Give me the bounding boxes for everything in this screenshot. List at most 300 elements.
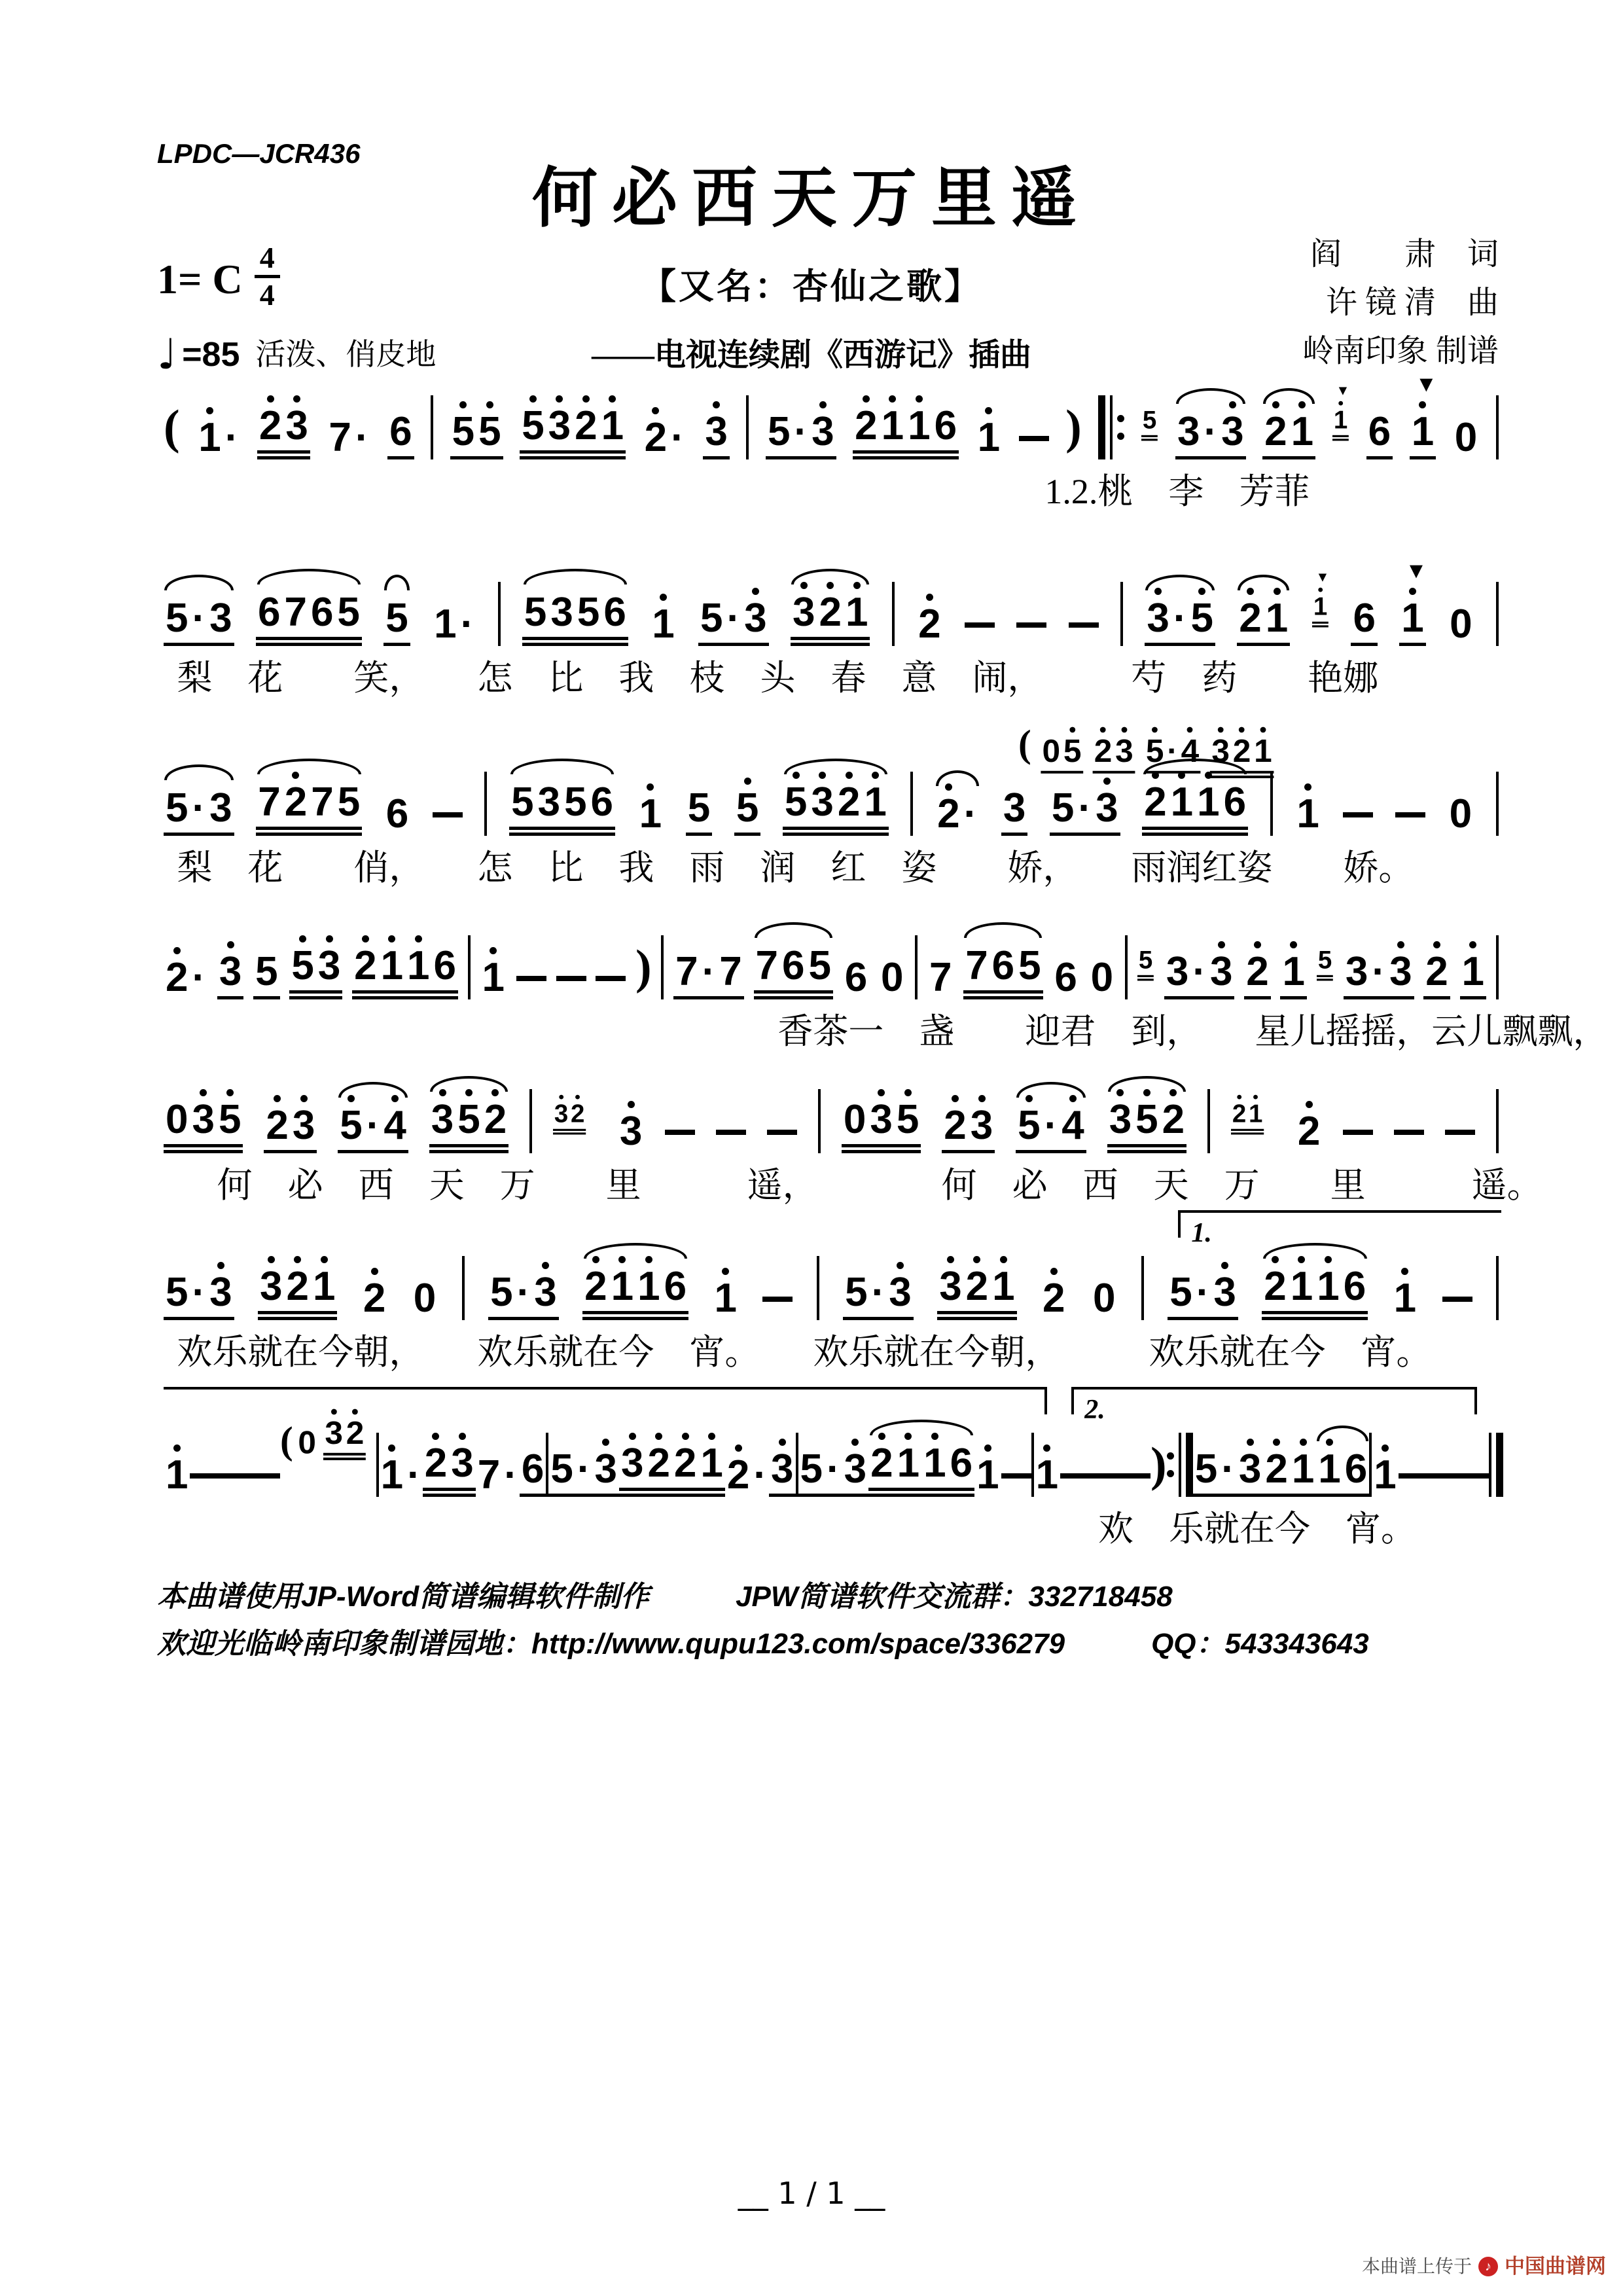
beam-underline [963,990,1043,994]
note-digit: 2 [1297,1109,1321,1154]
note-digit: 1 [1461,949,1485,994]
barline [529,1089,532,1153]
note-cluster [1034,1442,1060,1497]
note-digit: 5 [1145,733,1164,770]
beam-underline [1107,1150,1186,1153]
note-digit: 5 [1063,733,1082,770]
note-cluster [1351,585,1377,646]
beam-underline [1016,1150,1086,1153]
dash-note [1429,1473,1459,1497]
note-digit: 1 [1401,596,1424,641]
note-digit: 5 [1317,946,1332,974]
note-cluster [698,585,769,646]
beam-underline [1144,771,1200,774]
note-digit: 3 [771,1446,794,1492]
beam-underline [164,643,234,646]
beam-underline [1041,771,1083,774]
note-cluster [1231,1093,1264,1134]
note-digit: 1 [992,1264,1015,1309]
note-cluster [361,1265,387,1320]
beam-underline [798,1494,869,1497]
note-digit: 3 [889,1270,912,1315]
note-cluster [432,591,476,646]
note-digit: 2 [918,601,941,647]
note-digit: 5 [550,1446,573,1492]
note-digit: 4 [1061,1103,1084,1148]
note-digit: 2 [1144,780,1167,825]
beam-underline [1168,1317,1238,1320]
note-cluster [916,591,942,646]
beam-underline [1410,456,1436,459]
barline [661,935,664,999]
note-cluster [1453,404,1479,459]
note-digit: · [963,791,978,836]
beam-underline [352,996,458,999]
accent-wedge-icon: ▼ [1315,569,1329,585]
note-cluster [643,404,687,459]
note-cluster [1168,1259,1238,1320]
note-digit: 2 [819,590,842,635]
note-cluster [1016,1092,1086,1153]
note-cluster [637,781,664,836]
barline [915,935,918,999]
note-cluster [703,399,729,459]
music-system-2 [164,559,1499,700]
note-digit: 2 [570,1100,585,1128]
dash-note [596,976,626,999]
barline [1120,582,1123,646]
beam-underline [256,833,362,836]
note-digit: · [192,785,206,831]
note-digit: 7 [284,590,307,635]
note-cluster [257,393,310,459]
slur-arc-icon [784,759,888,774]
note-cluster [196,404,240,459]
note-digit: · [516,1270,531,1315]
dash-note [665,1130,695,1153]
note-digit: 3 [1211,733,1230,770]
beam-underline [1399,643,1425,646]
beam-underline [553,1129,586,1131]
note-digit: 0 [880,955,904,1000]
note-digit: 3 [1238,1446,1262,1492]
note-digit: · [1044,1103,1058,1148]
note-digit: 5 [457,1097,480,1142]
note-digit: 7 [719,949,742,994]
note-digit: 5 [166,596,188,641]
note-digit: 4 [1181,733,1199,770]
note-digit: 3 [550,590,573,635]
page-title: 何必西天万里遥 [532,162,1091,235]
slur-arc-icon [964,922,1042,938]
note-digit: · [192,955,206,1000]
beam-underline [686,833,712,836]
note-digit: 2 [1094,733,1112,770]
note-cluster [879,944,905,999]
note-digit: 1 [1282,949,1305,994]
note-digit: 1 [407,943,430,988]
note-cluster [1460,939,1486,999]
note-digit: 3 [292,1103,315,1148]
note-digit: 2 [166,955,188,1000]
note-digit: 2 [584,1264,607,1309]
note-digit: 3 [219,949,242,994]
note-digit: 1 [1411,409,1435,454]
beam-underline [1193,1494,1264,1497]
note-cluster [327,404,370,459]
note-cluster [164,775,234,836]
music-system-4 [164,933,1609,1053]
note-digit: 0 [1454,415,1478,460]
note-digit: 1 [166,1452,188,1498]
note-cluster [1089,944,1115,999]
alternate-title: 【又名：杏仙之歌】 [641,267,982,306]
note-digit: 1 [1035,1452,1059,1498]
note-cluster [1144,725,1200,778]
music-row [164,1253,1499,1320]
beam-underline [1344,996,1414,999]
beam-underline [289,990,342,994]
slur-arc-icon [755,922,832,938]
note-digit: 1 [908,403,931,448]
note-digit: 6 [433,943,457,988]
beam-underline [1141,439,1158,440]
lyrics-line-4: 香茶一 盏 迎君 到， 星儿摇摇，云儿飘飘， [777,1012,1609,1051]
note-cluster [256,769,362,836]
note-digit: 1 [1333,406,1347,434]
music-row [164,1086,1499,1153]
note-cluster [480,944,507,999]
dash-note [762,1297,793,1320]
beam-underline [164,1317,234,1320]
music-system-7 [164,1395,1499,1551]
beam-underline [754,996,833,999]
beam-underline [383,643,410,646]
note-digit: 5 [845,1270,868,1315]
note-digit: 7 [929,955,952,1000]
note-digit: 5 [1190,596,1213,641]
slur-arc-icon [1263,388,1315,404]
beam-underline [1312,622,1329,624]
footer-site-link[interactable]: 欢迎光临岭南印象制谱园地：http://www.qupu123.com/space/336279 QQ：543343643 [157,1628,1369,1660]
note-cluster [164,1442,190,1497]
note-digit: · [1221,1446,1235,1492]
note-cluster [1041,1265,1067,1320]
beam-underline [509,827,615,830]
note-digit: 2 [575,403,597,448]
beam-underline [338,1150,408,1153]
note-cluster [1107,1086,1186,1153]
dash-note [1001,1473,1031,1497]
note-digit: 5 [452,409,475,454]
note-digit: 2 [266,1103,289,1148]
note-digit: 5 [1138,946,1152,974]
note-cluster [1392,1265,1418,1320]
beam-underline [754,990,833,994]
note-cluster [1237,585,1290,646]
barline [468,935,471,999]
beam-underline [698,643,769,646]
note-digit: 6 [257,590,281,635]
slur-arc-icon [510,759,615,774]
beam-underline [520,1494,546,1497]
note-digit: 6 [603,590,626,635]
beam-underline [1237,643,1290,646]
note-digit: 1 [1290,1264,1313,1309]
beam-underline [1001,833,1027,836]
note-cluster [1210,725,1274,778]
dash-note [1120,1473,1150,1497]
note-digit: 3 [451,1441,474,1486]
note-cluster [476,1442,520,1497]
note-digit: 7 [675,949,698,994]
beam-underline [1141,435,1158,437]
note-cluster [1399,559,1427,646]
note-digit: 0 [1042,733,1060,770]
beam-underline [853,450,959,454]
note-cluster [256,579,362,646]
note-digit: 3 [870,1097,893,1142]
note-digit: 5 [577,590,600,635]
note-cluster [217,939,243,999]
beam-underline [843,1317,914,1320]
note-digit: · [871,1270,885,1315]
dash-note [965,622,995,646]
note-digit: 2 [644,415,668,460]
barline [1496,772,1499,836]
dash-note [1019,436,1049,459]
note-digit: 1 [1265,596,1289,641]
beam-underline [619,1494,725,1497]
note-cluster [1448,591,1474,646]
note-digit: 3 [1096,785,1118,831]
tempo-bpm: =85 [182,336,240,374]
beam-underline [1290,1494,1316,1497]
note-digit: 6 [1054,955,1077,1000]
beam-underline [1263,1494,1289,1497]
note-digit: 1 [923,1441,946,1486]
note-cluster [798,1436,869,1497]
note-digit: 1 [700,1441,723,1486]
dash-note [1069,622,1099,646]
note-cluster [412,1265,438,1320]
note-digit: 0 [166,1097,188,1142]
lyricist-credit: 阎 肃 词 [1310,237,1499,272]
barline [817,1256,819,1320]
beam-underline [258,1311,337,1314]
note-cluster [791,579,870,646]
note-cluster [1052,944,1079,999]
beam-underline [423,1488,476,1491]
slur-arc-icon [384,575,410,590]
note-digit: 7 [311,780,334,825]
note-digit: 4 [383,1103,406,1148]
note-digit: 2 [354,943,377,988]
phrase-paren: ( [1018,723,1031,766]
tempo-marking [157,331,437,379]
note-digit: · [224,415,239,460]
note-digit: 7 [755,943,779,988]
note-digit: 0 [298,1424,317,1461]
accent-wedge-icon: ▼ [1405,559,1427,583]
note-digit: 5 [800,1446,823,1492]
note-digit: 2 [1246,949,1269,994]
beam-underline [256,827,362,830]
beam-underline [766,456,836,459]
beam-underline [257,456,310,459]
composer-credit: 许 镜 清 曲 [1325,285,1499,320]
note-cluster [352,933,458,999]
note-cluster [1448,781,1474,836]
note-digit: 6 [1343,1264,1366,1309]
note-cluster [1262,1253,1368,1320]
note-cluster [686,775,712,836]
beam-underline [257,450,310,454]
note-digit: 2 [1425,949,1448,994]
note-digit: 3 [970,1103,993,1148]
footer-notes [157,1573,1369,1668]
beam-underline [164,1150,243,1153]
beam-underline [734,833,760,836]
volta-bracket [164,1387,1047,1414]
note-digit: 6 [389,409,412,454]
note-cluster [1041,725,1083,778]
note-digit: 6 [1344,1446,1368,1492]
beam-underline [164,833,234,836]
barline [1496,395,1499,459]
slur-arc-icon [791,569,869,584]
note-digit: 3 [1166,949,1189,994]
note-digit: · [702,949,716,994]
note-digit: 3 [548,403,571,448]
dash-note [1459,1473,1489,1497]
accent-wedge-icon: ▼ [1415,372,1438,397]
note-cluster [1262,399,1315,459]
note-digit: 2 [1265,1446,1288,1492]
note-digit: 2 [1162,1097,1185,1142]
note-digit: 1 [1291,1446,1315,1492]
note-digit: 3 [192,1097,215,1142]
beam-underline [1107,1144,1186,1147]
barline [1496,1256,1499,1320]
note-cluster [937,1253,1016,1320]
note-digit: 5 [736,785,759,831]
note-digit: 3 [209,1270,232,1315]
beam-underline [673,996,744,999]
note-digit: 0 [1090,955,1114,1000]
lyrics-line-3: 梨 花 俏， 怎 比 我 雨 润 红 姿 娇， 雨润红姿 娇。 [177,848,1414,888]
note-digit: 3 [431,1097,454,1142]
volta-bracket [1178,1210,1501,1248]
beam-underline [1317,978,1333,980]
note-digit: 3 [1213,1270,1236,1315]
beam-underline [1423,996,1450,999]
note-digit: · [1166,733,1178,770]
dash-note [1445,1130,1475,1153]
note-digit: 1 [380,1452,404,1498]
note-digit: 5 [478,409,501,454]
note-digit: 2 [1239,596,1262,641]
note-cluster [1366,399,1393,459]
slur-arc-icon [257,759,361,774]
barline [910,772,913,836]
volta-label: 2. [1084,1395,1105,1425]
beam-underline [1312,625,1329,627]
note-cluster [712,1265,738,1320]
dash-note [767,1130,797,1153]
page-number: __ 1 / 1 __ [738,2176,885,2211]
note-cluster [942,1092,995,1153]
beam-underline [1175,456,1246,459]
note-cluster [509,769,615,836]
note-digit: 7 [965,943,988,988]
beam-underline [253,996,279,999]
note-digit: 6 [991,943,1015,988]
phrase-paren: ) [635,941,652,994]
beam-underline [619,1488,725,1491]
note-digit: 2 [346,1415,364,1452]
slur-arc-icon [584,1243,688,1259]
note-cluster [766,399,836,459]
note-digit: 1 [1170,780,1194,825]
note-digit: · [1204,409,1218,454]
note-digit: 5 [166,785,188,831]
beam-underline [791,637,870,640]
slur-arc-icon [1238,575,1289,590]
note-cluster [783,769,889,836]
beam-underline [937,1317,1016,1320]
beam-underline [769,1494,795,1497]
beam-underline [703,456,729,459]
music-row [164,559,1499,647]
note-cluster [522,579,628,646]
note-digit: 3 [844,1446,867,1492]
music-row [164,372,1499,460]
note-digit: · [407,1452,421,1498]
beam-underline [1231,1132,1264,1134]
note-cluster [1296,1098,1322,1153]
note-cluster [1244,939,1270,999]
beam-underline [289,996,342,999]
note-cluster [673,939,744,999]
note-cluster [1317,939,1333,980]
barline [892,582,895,646]
note-digit: 1 [637,1264,660,1309]
note-digit: 2 [944,1103,967,1148]
note-cluster [548,1436,619,1497]
beam-underline [582,1311,688,1314]
note-cluster [164,1259,234,1320]
slur-arc-icon [338,1082,408,1098]
beam-underline [258,1317,337,1320]
lyrics-line-2: 梨 花 笑， 怎 比 我 枝 头 春 意 闹， 芍 药 艳娜 [177,658,1379,698]
barline [462,1256,465,1320]
note-cluster [387,399,414,459]
note-cluster [842,1086,921,1153]
note-cluster [1142,769,1248,836]
note-cluster [1193,1436,1264,1497]
dash-note [1442,1297,1472,1320]
note-cluster [734,775,760,836]
dash-note [516,976,546,999]
barline [1125,935,1128,999]
note-digit: 0 [1450,601,1472,647]
note-cluster [1290,1436,1316,1497]
note-cluster [1423,939,1450,999]
note-digit: 1 [639,791,662,836]
barline [498,582,501,646]
note-digit: · [192,1270,206,1315]
